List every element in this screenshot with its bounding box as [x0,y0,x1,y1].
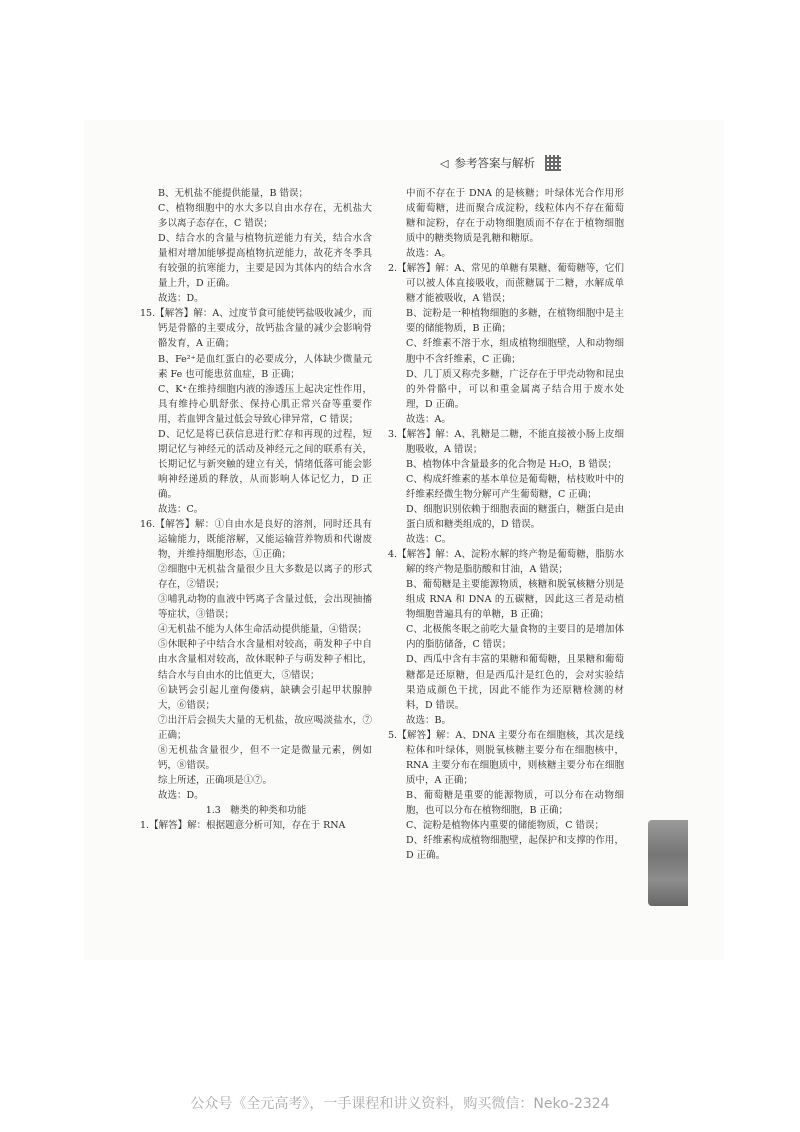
answer-paragraph: ④无机盐不能为人体生命活动提供能量，④错误； [158,624,368,636]
answer-paragraph: 16.【解答】解：①自由水是良好的溶剂，同时还具有运输能力，既能溶解，又能运输营养物质和代谢废物，并维持细胞形态，①正确； [140,519,372,561]
answer-paragraph: 5.【解答】解：A、DNA 主要分布在细胞核，其次是线粒体和叶绿体，则脱氧核糖主要分布在细胞核中，RNA 主要分布在细胞质中，则核糖主要分布在细胞质中，A 正确； [388,729,624,786]
answer-paragraph: 故选：C。 [406,534,452,546]
answer-paragraph: D、西瓜中含有丰富的果糖和葡萄糖，且果糖和葡萄糖都是还原糖，但是西瓜汁是红色的，会对实验结果造成颜色干扰，因此不能作为还原糖检测的材料，D 错误。 [406,654,624,711]
answer-paragraph: C、K⁺在维持细胞内液的渗透压上起决定性作用，具有维持心肌舒张、保持心肌正常兴奋等重要作用，若血钾含量过低会导致心律异常，C 错误； [158,383,372,425]
answer-paragraph: ⑥缺钙会引起儿童佝偻病，缺碘会引起甲状腺肿大，⑥错误； [158,684,372,711]
answer-paragraph: C、北极熊冬眠之前吃大量食物的主要目的是增加体内的脂肪储备，C 错误； [406,624,624,651]
header-title: 参考答案与解析 [454,156,535,170]
answer-paragraph: D、几丁质又称壳多糖，广泛存在于甲壳动物和昆虫的外骨骼中，可以和重金属离子结合用于废水处理，D 正确。 [406,368,624,410]
answer-paragraph: 中而不存在于 DNA 的是核糖；叶绿体光合作用形成葡萄糖，进而聚合成淀粉，线粒体内不存在葡萄糖和淀粉，存在于动物细胞质而不存在于植物细胞质中的糖类物质是乳糖和糖原。 [406,188,624,245]
side-thumb-tab [648,820,688,906]
answer-paragraph: B、无机盐不能提供能量，B 错误； [158,188,308,199]
answer-paragraph: C、植物细胞中的水大多以自由水存在，无机盐大多以离子态存在，C 错误； [158,203,372,230]
answer-paragraph: ②细胞中无机盐含量很少且大多数是以离子的形式存在，②错误； [158,564,372,591]
answer-paragraph: D、细胞识别依赖于细胞表面的糖蛋白，糖蛋白是由蛋白质和糖类组成的，D 错误。 [406,503,624,531]
answer-paragraph: ⑤休眠种子中结合水含量相对较高，萌发种子中自由水含量相对较高，故休眠种子与萌发种子相比，结合水与自由水的比值更大，⑤错误； [158,639,372,681]
answer-paragraph: 故选：C。 [158,503,204,515]
answer-paragraph: B、Fe²⁺是血红蛋白的必要成分，人体缺少微量元素 Fe 也可能患贫血症，B 正确； [158,353,372,380]
section-heading: 1.3 糖类的种类和功能 [205,804,307,816]
answer-paragraph: 4.【解答】解：A、淀粉水解的终产物是葡萄糖，脂肪水解的终产物是脂肪酸和甘油，A 错误； [388,549,624,576]
answer-paragraph: 综上所述，正确项是①⑦。 [158,774,273,786]
left-column [140,186,372,833]
right-column [388,186,624,863]
answer-paragraph: B、葡萄糖是主要能源物质，核糖和脱氧核糖分别是组成 RNA 和 DNA 的五碳糖，因此这三者是动植物细胞普遍具有的单糖，B 正确； [406,579,624,621]
answer-paragraph: 2.【解答】解：A、常见的单糖有果糖、葡萄糖等，它们可以被人体直接吸收，而蔗糖属于二糖，水解成单糖才能被吸收，A 错误； [388,263,624,305]
qr-code-icon [545,155,561,171]
answer-paragraph: 1.【解答】解：根据题意分析可知，存在于 RNA [140,819,346,831]
answer-paragraph: 故选：D。 [158,293,204,305]
answer-paragraph: ⑦出汗后会损失大量的无机盐，故应喝淡盐水，⑦正确； [158,714,372,741]
answer-paragraph: B、植物体中含量最多的化合物是 H₂O，B 错误； [406,458,617,470]
answer-paragraph: B、葡萄糖是重要的能源物质，可以分布在动物细胞，也可以分布在植物细胞，B 正确； [406,789,624,816]
answer-paragraph: D、纤维素构成植物细胞壁，起保护和支撑的作用，D 正确。 [406,835,624,862]
triangle-icon: ◁ [440,156,449,170]
answer-paragraph: 故选：A。 [406,413,451,425]
answer-paragraph: C、淀粉是植物体内重要的储能物质，C 错误； [406,819,605,831]
answer-paragraph: D、记忆是将已获信息进行贮存和再现的过程，短期记忆与神经元的活动及神经元之间的联系有关，长期记忆与新突触的建立有关，情绪低落可能会影响神经递质的释放，从而影响人体记忆力，D 正确。 [158,428,372,500]
answer-paragraph: C、构成纤维素的基本单位是葡萄糖，枯枝败叶中的纤维素经微生物分解可产生葡萄糖，C 正确； [406,473,624,500]
answer-paragraph: ⑧无机盐含量很少，但不一定是微量元素，例如钙，⑧错误。 [158,744,372,771]
answer-paragraph: B、淀粉是一种植物细胞的多糖，在植物细胞中是主要的储能物质，B 正确； [406,308,624,335]
answer-paragraph: ③哺乳动物的血液中钙离子含量过低，会出现抽搐等症状，③错误； [158,594,372,621]
answer-paragraph: 故选：D。 [158,789,204,801]
answer-paragraph: 故选：A。 [406,248,451,260]
answer-paragraph: C、纤维素不溶于水，组成植物细胞壁，人和动物细胞中不含纤维素，C 正确； [406,338,624,365]
footer-watermark: 公众号《全元高考》，一手课程和讲义资料，购买微信：Neko-2324 [190,1096,610,1112]
page-header [440,152,561,174]
answer-paragraph: 故选：B。 [406,714,451,726]
answer-paragraph: D、结合水的含量与植物抗逆能力有关，结合水含量相对增加能够提高植物抗逆能力，故花齐冬季具有较强的抗寒能力，主要是因为其体内的结合水含量上升，D 正确。 [158,233,372,290]
answer-paragraph: 15.【解答】解：A、过度节食可能使钙盐吸收减少，而钙是骨骼的主要成分，故钙盐含量的减少会影响骨骼发育，A 正确； [140,308,372,350]
answer-paragraph: 3.【解答】解：A、乳糖是二糖，不能直接被小肠上皮细胞吸收，A 错误； [388,428,624,455]
